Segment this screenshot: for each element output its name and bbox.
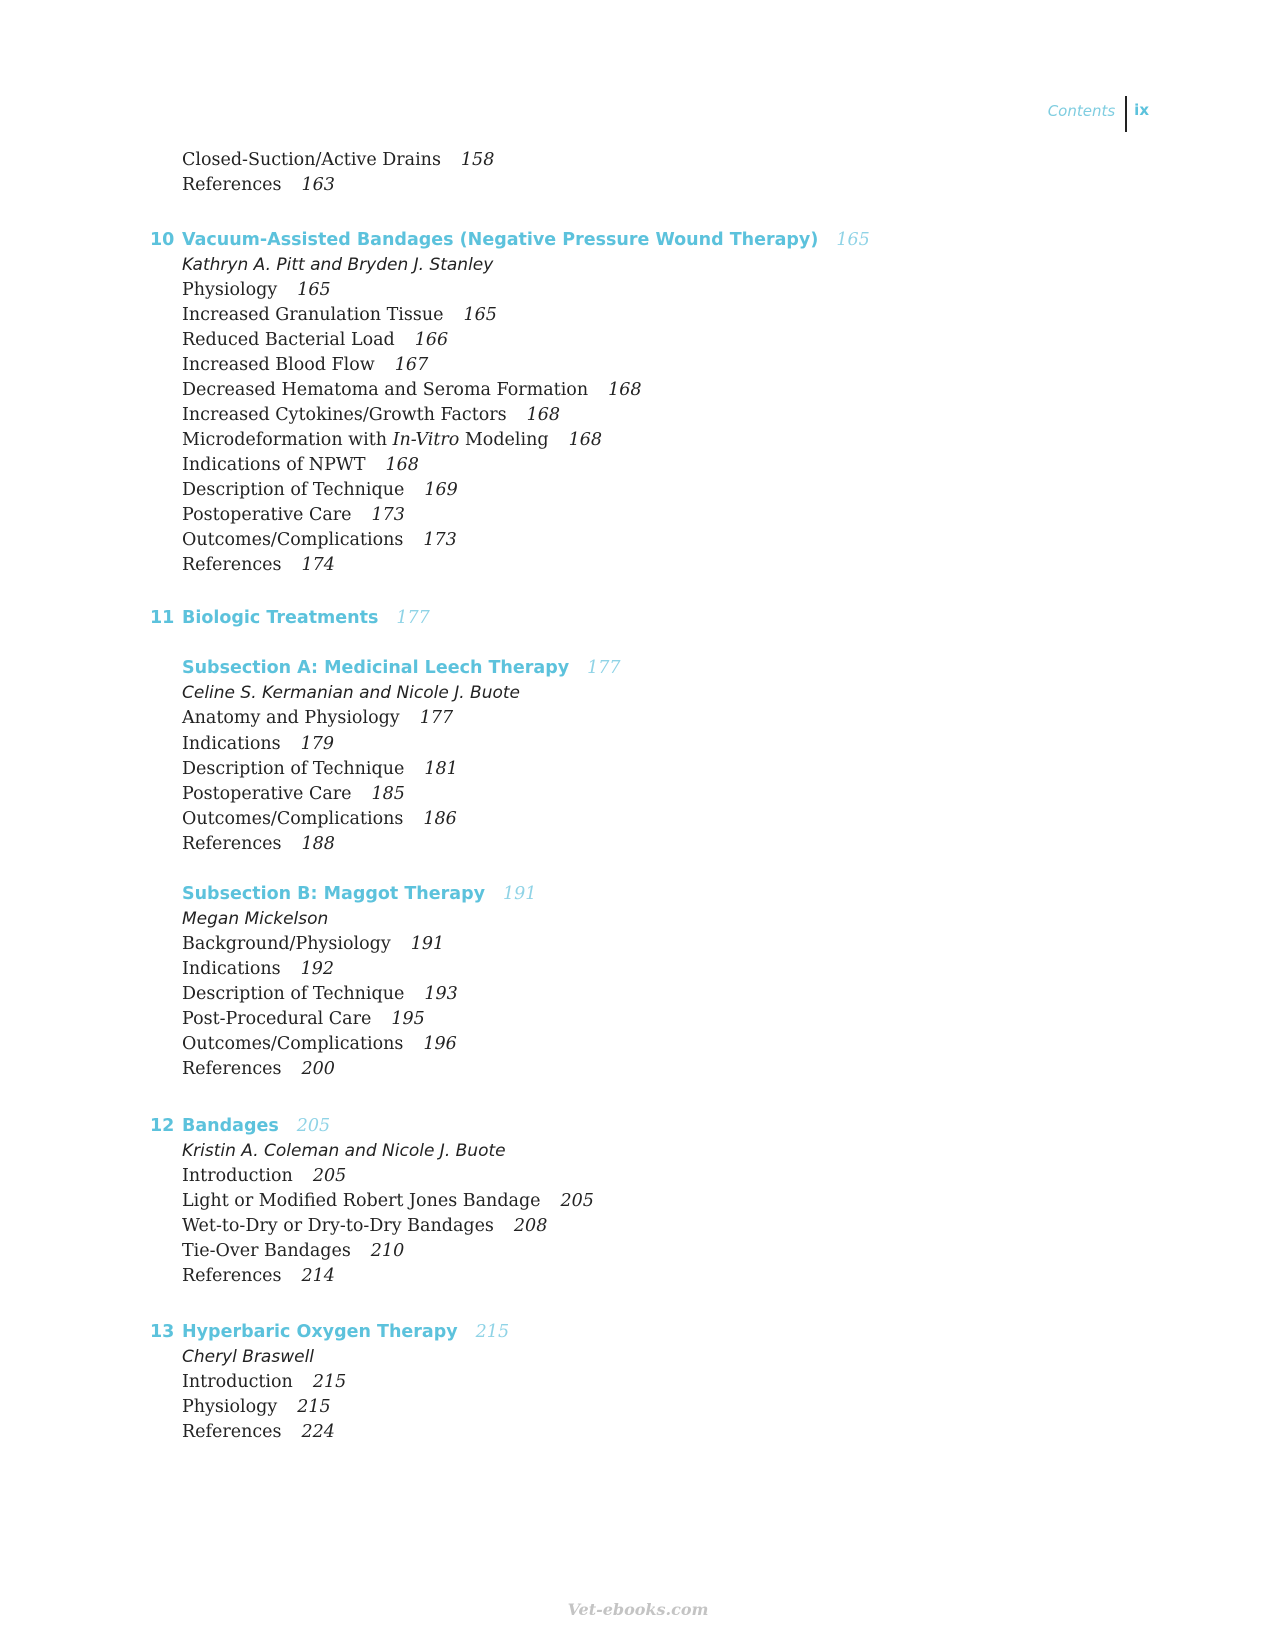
running-head-section: Contents (1047, 102, 1116, 120)
chapter-authors: Celine S. Kermanian and Nicole J. Buote (182, 683, 521, 703)
toc-entry[interactable]: Outcomes/Complications 186 (182, 809, 457, 829)
toc-entry[interactable]: References 224 (182, 1422, 335, 1442)
chapter-12-heading[interactable]: 12 Bandages 205 (150, 1116, 331, 1136)
toc-entry[interactable]: Increased Granulation Tissue 165 (182, 305, 497, 325)
toc-entry[interactable]: Decreased Hematoma and Seroma Formation 168 (182, 380, 642, 400)
toc-entry[interactable]: Wet-to-Dry or Dry-to-Dry Bandages 208 (182, 1216, 548, 1236)
toc-entry[interactable]: Reduced Bacterial Load 166 (182, 330, 449, 350)
chapter-authors: Megan Mickelson (182, 909, 329, 929)
toc-entry[interactable]: Tie-Over Bandages 210 (182, 1241, 405, 1261)
toc-entry[interactable]: References 163 (182, 175, 335, 195)
chapter-authors: Cheryl Braswell (182, 1347, 315, 1367)
toc-entry[interactable]: Anatomy and Physiology 177 (182, 708, 454, 728)
toc-entry[interactable]: Indications 179 (182, 734, 335, 754)
toc-entry[interactable]: Light or Modified Robert Jones Bandage 205 (182, 1191, 594, 1211)
toc-entry[interactable]: Indications 192 (182, 959, 335, 979)
toc-entry[interactable]: References 188 (182, 834, 335, 854)
toc-entry[interactable]: References 200 (182, 1059, 335, 1079)
toc-entry[interactable]: Physiology 165 (182, 280, 331, 300)
watermark-logo: Vet-ebooks.com (567, 1600, 709, 1619)
page-number: ix (1134, 101, 1149, 119)
toc-entry[interactable]: Outcomes/Complications 196 (182, 1034, 457, 1054)
toc-entry[interactable]: Microdeformation with In-Vitro Modeling 168 (182, 430, 602, 450)
running-head-divider (1125, 96, 1127, 132)
toc-entry[interactable]: Outcomes/Complications 173 (182, 530, 457, 550)
toc-entry[interactable]: Introduction 215 (182, 1372, 347, 1392)
toc-entry[interactable]: Postoperative Care 185 (182, 784, 405, 804)
chapter-authors: Kathryn A. Pitt and Bryden J. Stanley (182, 255, 494, 275)
chapter-13-heading[interactable]: 13 Hyperbaric Oxygen Therapy 215 (150, 1322, 510, 1342)
toc-entry[interactable]: Post-Procedural Care 195 (182, 1009, 425, 1029)
toc-entry[interactable]: References 214 (182, 1266, 335, 1286)
toc-entry[interactable]: Background/Physiology 191 (182, 934, 445, 954)
toc-entry[interactable]: Description of Technique 181 (182, 759, 458, 779)
chapter-authors: Kristin A. Coleman and Nicole J. Buote (182, 1141, 506, 1161)
toc-entry[interactable]: Increased Cytokines/Growth Factors 168 (182, 405, 561, 425)
chapter-11-heading[interactable]: 11 Biologic Treatments 177 (150, 608, 430, 628)
subsection-b-heading[interactable]: Subsection B: Maggot Therapy 191 (182, 884, 537, 904)
toc-entry[interactable]: Indications of NPWT 168 (182, 455, 419, 475)
subsection-a-heading[interactable]: Subsection A: Medicinal Leech Therapy 177 (182, 658, 621, 678)
toc-entry[interactable]: References 174 (182, 555, 335, 575)
toc-entry[interactable]: Increased Blood Flow 167 (182, 355, 429, 375)
chapter-10-heading[interactable]: 10 Vacuum-Assisted Bandages (Negative Pressure Wound Therapy) 165 (150, 230, 870, 250)
toc-entry[interactable]: Postoperative Care 173 (182, 505, 405, 525)
toc-entry[interactable]: Closed-Suction/Active Drains 158 (182, 150, 495, 170)
toc-entry[interactable]: Description of Technique 193 (182, 984, 458, 1004)
running-head (1048, 96, 1149, 136)
toc-entry[interactable]: Description of Technique 169 (182, 480, 458, 500)
toc-entry[interactable]: Introduction 205 (182, 1166, 347, 1186)
toc-entry[interactable]: Physiology 215 (182, 1397, 331, 1417)
